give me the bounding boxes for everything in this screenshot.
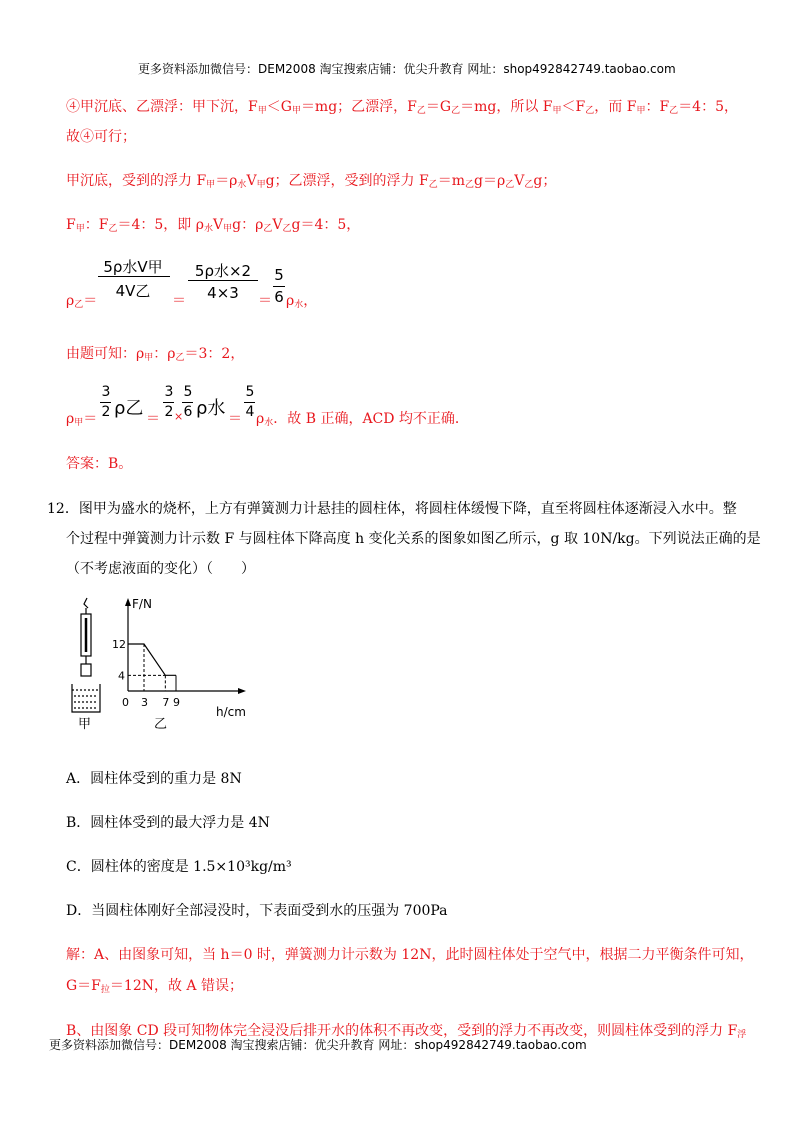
solution-line-2: 故④可行；	[66, 129, 136, 145]
y-tick-label: 12	[112, 638, 126, 651]
page-header: 更多资料添加微信号：DEM2008 淘宝搜索店铺：优尖升教育 网址：shop492842749.taobao.com	[138, 62, 676, 76]
option-a: A．圆柱体受到的重力是 8N	[66, 771, 242, 787]
spring-scale-apparatus	[72, 598, 100, 712]
question-line-3: （不考虑液面的变化）（ ）	[66, 561, 255, 577]
solution-line-3: 甲沉底，受到的浮力 $F_甲=\rho_水V_甲g$；乙漂浮，受到的浮力 $F_乙=m_乙g=\rho_乙V_乙g$；	[66, 173, 557, 190]
solution12-line-1: 解：A、由图象可知，当 h＝0 时，弹簧测力计示数为 12N，此时圆柱体处于空气中，根据二力平衡条件可知，	[66, 947, 754, 963]
solution-line-5: 由题可知：$\rho_甲$：$\rho_乙=3$：2，	[66, 346, 245, 363]
x-tick-label: 3	[141, 696, 148, 709]
question-line-2: 个过程中弹簧测力计示数 F 与圆柱体下降高度 h 变化关系的图象如图乙所示，g 取 10N/kg。下列说法正确的是	[66, 531, 761, 547]
figure-svg	[66, 594, 266, 744]
fraction-numerator: 5ρ水V甲	[103, 258, 163, 276]
question-line-1: 12．图甲为盛水的烧杯，上方有弹簧测力计悬挂的圆柱体，将圆柱体缓慢下降，直至将圆柱体逐渐浸入水中。整	[47, 501, 737, 517]
question-figure	[66, 594, 266, 744]
series-line	[128, 644, 176, 675]
y-axis-arrow	[125, 598, 131, 606]
fraction-numerator: 5ρ水×2	[194, 262, 252, 280]
solution12-line-2: $G=F_拉=12N$，故 A 错误；	[66, 978, 243, 995]
x-tick-label: 0	[122, 696, 129, 709]
label-yi: 乙	[154, 717, 168, 732]
force-height-chart	[112, 597, 246, 732]
fraction-denominator: 4×3	[207, 284, 239, 302]
x-tick-label: 9	[173, 696, 180, 709]
answer: 答案：B。	[66, 456, 133, 472]
option-c: C．圆柱体的密度是 1.5×10³kg/m³	[66, 859, 292, 875]
solution-line-1: ④甲沉底、乙漂浮：甲下沉，$F_甲<G_甲=mg$；乙漂浮，$F_乙=G_乙=mg$，所以 $F_甲<F_乙$，而 $F_甲$：$F_乙=4$：5，	[66, 99, 739, 116]
label-jia: 甲	[78, 717, 92, 732]
fraction-denominator: 4V乙	[115, 282, 151, 300]
y-tick-label: 4	[118, 669, 125, 683]
page-footer: 更多资料添加微信号：DEM2008 淘宝搜索店铺：优尖升教育 网址：shop492842749.taobao.com	[49, 1038, 587, 1052]
solution-line-4: $F_甲$：$F_乙=4$：5，即 $\rho_水V_甲g$：$\rho_乙V_乙g=4$：5，	[66, 217, 361, 234]
option-b: B．圆柱体受到的最大浮力是 4N	[66, 815, 270, 831]
x-tick-label: 7	[162, 696, 170, 709]
y-axis-label: F/N	[132, 597, 152, 611]
solution12-line-3: B、由图象 CD 段可知物体完全浸没后排开水的体积不再改变，受到的浮力不再改变，则圆柱体受到的浮力 $F_浮$	[66, 1023, 747, 1040]
option-d: D．当圆柱体刚好全部浸没时，下表面受到水的压强为 700Pa	[66, 903, 448, 919]
x-axis-label: h/cm	[216, 705, 246, 719]
x-axis-arrow	[238, 688, 246, 694]
